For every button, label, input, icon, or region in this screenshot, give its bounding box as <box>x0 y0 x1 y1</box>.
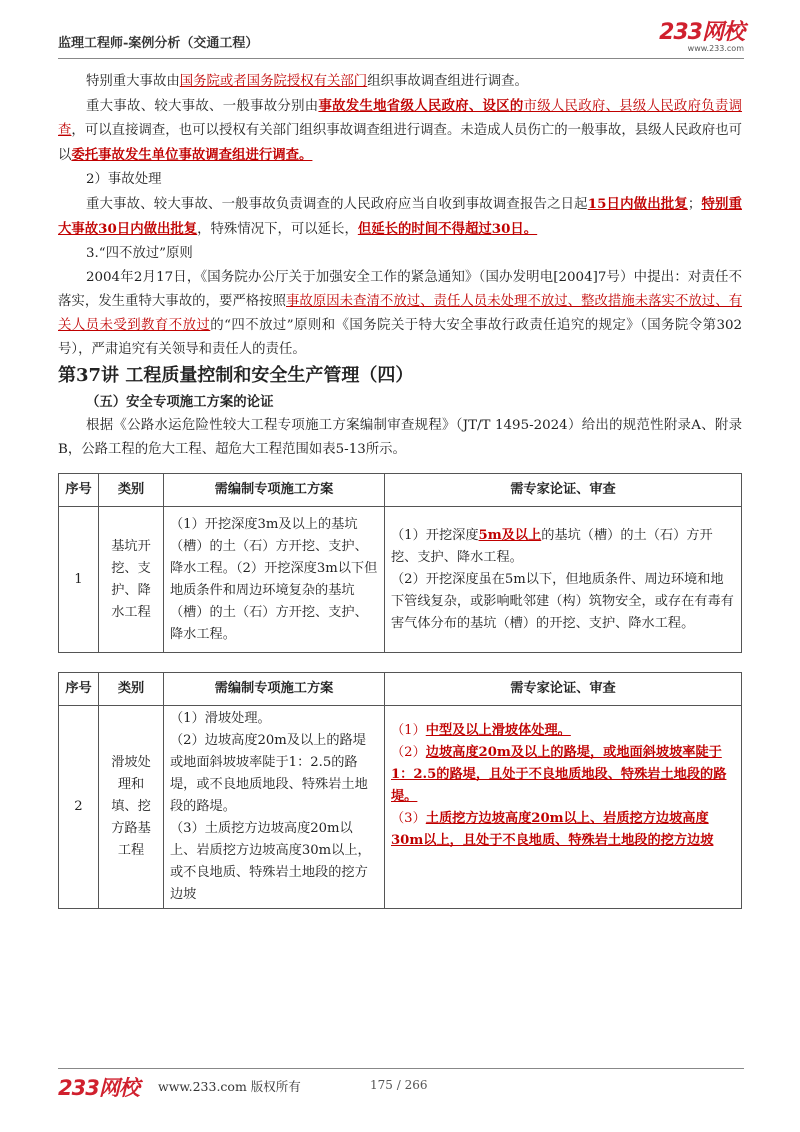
text: 的基坑（槽）的土（石）方开挖、支护、降水工程。 <box>391 527 713 565</box>
highlight: 边坡高度20m及以上的路堤，或地面斜坡坡率陡于1：2.5的路堤，且处于不良地质地段、特殊岩土地段的路堤。 <box>391 745 727 804</box>
plan-line: （1）滑坡处理。 <box>170 711 271 726</box>
text: （1） <box>391 723 426 738</box>
highlight: 特别重大事故30日内做出批复 <box>58 196 742 237</box>
footer-divider <box>58 1068 744 1069</box>
cell-plan <box>164 706 385 909</box>
highlight: 事故原因未查清不放过、责任人员未处理不放过、整改措施未落实不放过、有关人员未受到教育不放过 <box>58 294 743 333</box>
header-review: 需专家论证、审查 <box>385 474 742 507</box>
cell-plan: （1）开挖深度3m及以上的基坑（槽）的土（石）方开挖、支护、降水工程。（2）开挖深度3m以下但地质条件和周边环境复杂的基坑（槽）的土（石）方开挖、支护、降水工程。 <box>164 507 385 653</box>
text: （3） <box>391 811 426 826</box>
footer-copyright: www.233.com 版权所有 <box>158 1079 301 1094</box>
table-part-2 <box>58 672 742 909</box>
section-intro: 根据《公路水运危险性较大工程专项施工方案编制审查规程》（JT/T 1495-2024）给出的规范性附录A、附录B，公路工程的危大工程、超危大工程范围如表5-13所示。 <box>58 418 742 457</box>
text: ； <box>687 197 702 212</box>
paragraph-p6 <box>58 266 742 362</box>
logo-url: www.233.com <box>687 44 744 53</box>
header-title: 监理工程师-案例分析（交通工程） <box>58 36 259 51</box>
cell-review <box>385 706 742 909</box>
text: ，特殊情况下，可以延长， <box>197 222 358 237</box>
table-part-1 <box>58 473 742 653</box>
header-logo[interactable] <box>659 22 744 53</box>
cell-category: 基坑开挖、支护、降水工程 <box>99 507 164 653</box>
header-plan: 需编制专项施工方案 <box>164 673 385 706</box>
section-title: （五）安全专项施工方案的论证 <box>86 394 274 410</box>
review-line: （2）开挖深度虽在5m以下，但地质条件、周边环境和地下管线复杂，或影响毗邻建（构）筑物安全，或存在有毒有害气体分布的基坑（槽）的开挖、支护、降水工程。 <box>391 571 734 631</box>
logo-text: 233网校 <box>659 20 744 45</box>
highlight: 中型及以上滑坡体处理。 <box>425 723 571 738</box>
lecture-title: 第37讲 工程质量控制和安全生产管理（四） <box>58 365 414 386</box>
paragraph-p3: 2）事故处理 <box>86 172 162 187</box>
highlight: 但延长的时间不得超过30日。 <box>357 221 538 237</box>
paragraph-p2 <box>58 94 742 168</box>
table-row <box>59 706 742 909</box>
text: 的“四不放过”原则和《国务院关于特大安全事故行政责任追究的规定》（国务院令第302号），严肃追究有关领导和责任人的责任。 <box>58 318 742 357</box>
review-line <box>391 742 735 808</box>
header-review: 需专家论证、审查 <box>385 673 742 706</box>
header-no: 序号 <box>59 673 99 706</box>
plan-line: （2）边坡高度20m及以上的路堤或地面斜坡坡率陡于1：2.5的路堤，或不良地质地段、特殊岩土地段的路堤。 <box>170 733 368 814</box>
highlight: 事故发生地省级人民政府、设区的 <box>318 98 524 114</box>
paragraph-p1 <box>58 70 742 94</box>
text: ，可以直接调查，也可以授权有关部门组织事故调查组进行调查。未造成人员伤亡的一般事故，县级人民政府也可以 <box>58 123 743 163</box>
footer-logo[interactable]: 233网校 <box>58 1076 139 1100</box>
review-line <box>391 525 735 569</box>
page-header <box>58 20 744 58</box>
cell-no: 1 <box>59 507 99 653</box>
paragraph-p4 <box>58 192 742 242</box>
header-plan: 需编制专项施工方案 <box>164 474 385 507</box>
table-header-row <box>59 474 742 507</box>
highlight: 土质挖方边坡高度20m以上、岩质挖方边坡高度30m以上，且处于不良地质、特殊岩土地段的挖方边坡 <box>391 811 714 848</box>
highlight: 委托事故发生单位事故调查组进行调查。 <box>71 147 313 163</box>
review-line <box>391 720 735 742</box>
table-header-row <box>59 673 742 706</box>
paragraph-p5: 3.“四不放过”原则 <box>86 246 193 261</box>
header-category: 类别 <box>99 474 164 507</box>
highlight: 国务院或者国务院授权有关部门 <box>179 74 368 89</box>
text: （1）开挖深度 <box>391 527 479 543</box>
highlight: 市级人民政府、县级人民政府负责调查 <box>58 99 743 138</box>
highlight: 5m及以上 <box>478 527 542 543</box>
text: 重大事故、较大事故、一般事故负责调查的人民政府应当自收到事故调查报告之日起 <box>86 197 588 212</box>
page-number: 175 / 266 <box>370 1078 428 1092</box>
text: （2） <box>391 745 426 760</box>
plan-line: （3）土质挖方边坡高度20m以上、岩质挖方边坡高度30m以上，或不良地质、特殊岩土地段的挖方边坡 <box>170 821 371 902</box>
text: 2004年2月17日，《国务院办公厅关于加强安全工作的紧急通知》（国办发明电[2004]7号）中提出：对责任不落实，发生重特大事故的，要严格按照 <box>58 270 742 309</box>
document-body <box>58 70 742 462</box>
text: 组织事故调查组进行调查。 <box>367 74 528 89</box>
cell-review <box>385 507 742 653</box>
header-no: 序号 <box>59 474 99 507</box>
text: 重大事故、较大事故、一般事故分别由 <box>86 99 319 114</box>
cell-category: 滑坡处理和填、挖方路基工程 <box>99 706 164 909</box>
highlight: 15日内做出批复 <box>587 196 688 212</box>
header-divider <box>58 58 744 59</box>
review-line <box>391 808 735 852</box>
header-category: 类别 <box>99 673 164 706</box>
table-row <box>59 507 742 653</box>
text: 特别重大事故由 <box>86 74 180 89</box>
cell-no: 2 <box>59 706 99 909</box>
